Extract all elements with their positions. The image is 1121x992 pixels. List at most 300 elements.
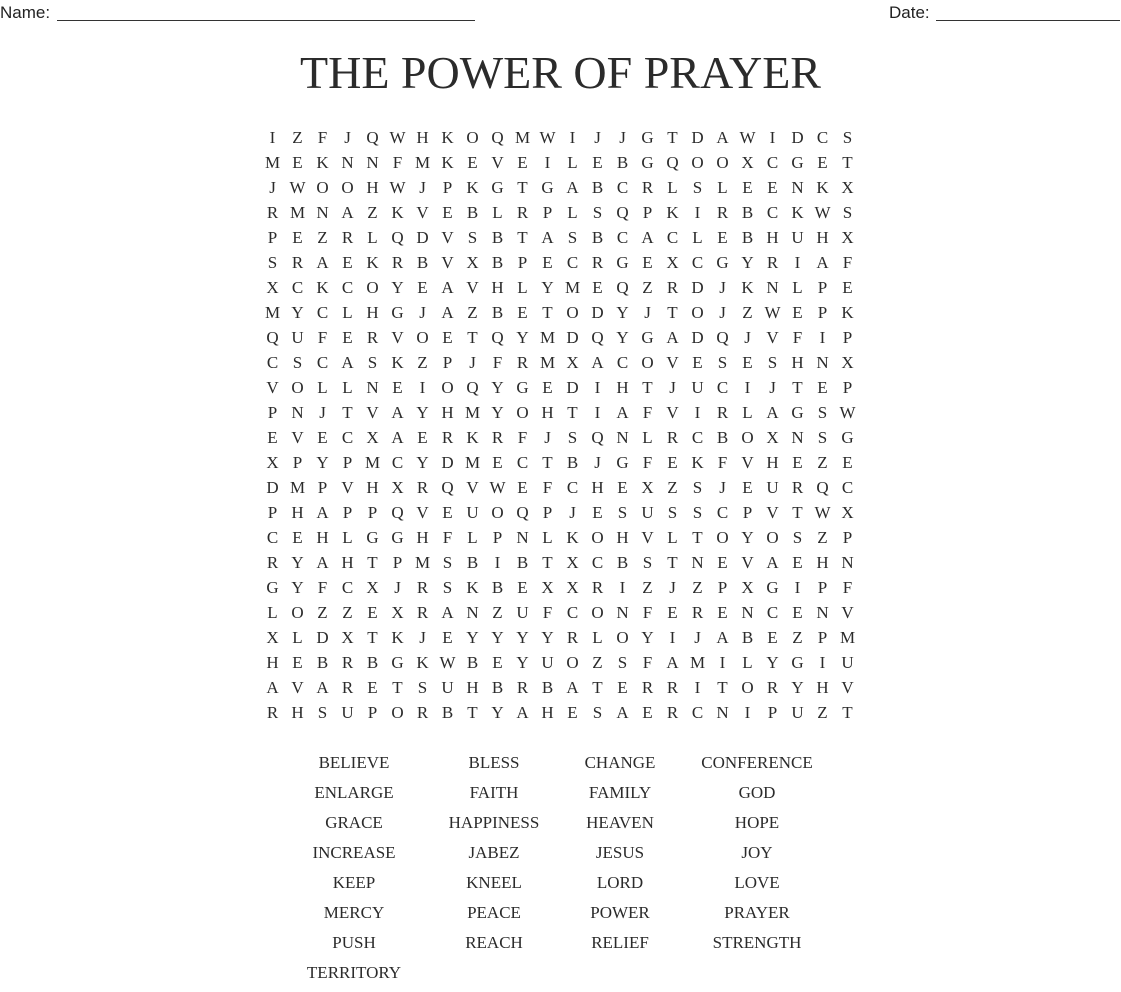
grid-letter[interactable]: Y: [541, 278, 554, 297]
grid-letter[interactable]: Y: [291, 553, 304, 572]
grid-letter[interactable]: X: [841, 178, 854, 197]
date-field-line[interactable]: [936, 20, 1120, 21]
grid-letter[interactable]: O: [641, 353, 654, 372]
grid-letter[interactable]: S: [842, 128, 853, 147]
grid-letter[interactable]: P: [767, 703, 778, 722]
grid-letter[interactable]: Q: [466, 378, 479, 397]
grid-letter[interactable]: O: [691, 153, 704, 172]
grid-letter[interactable]: R: [441, 428, 454, 447]
grid-letter[interactable]: Z: [317, 603, 328, 622]
grid-letter[interactable]: G: [516, 378, 529, 397]
grid-letter[interactable]: E: [742, 478, 753, 497]
grid-letter[interactable]: E: [617, 478, 628, 497]
grid-letter[interactable]: L: [517, 278, 528, 297]
grid-letter[interactable]: X: [341, 628, 354, 647]
grid-letter[interactable]: Y: [391, 278, 404, 297]
grid-letter[interactable]: Q: [516, 503, 529, 522]
grid-letter[interactable]: N: [816, 603, 829, 622]
grid-letter[interactable]: T: [842, 153, 853, 172]
grid-letter[interactable]: D: [566, 328, 579, 347]
grid-letter[interactable]: R: [366, 328, 379, 347]
grid-letter[interactable]: Z: [417, 353, 428, 372]
grid-letter[interactable]: X: [566, 578, 579, 597]
grid-letter[interactable]: Q: [591, 328, 604, 347]
grid-letter[interactable]: M: [364, 453, 381, 472]
grid-letter[interactable]: L: [342, 303, 353, 322]
grid-letter[interactable]: E: [442, 503, 453, 522]
grid-letter[interactable]: M: [514, 128, 531, 147]
grid-letter[interactable]: E: [717, 603, 728, 622]
grid-letter[interactable]: O: [391, 703, 404, 722]
grid-letter[interactable]: P: [642, 203, 653, 222]
grid-letter[interactable]: L: [592, 628, 603, 647]
grid-letter[interactable]: Z: [742, 303, 753, 322]
grid-letter[interactable]: J: [419, 178, 426, 197]
grid-letter[interactable]: I: [794, 253, 801, 272]
grid-letter[interactable]: V: [341, 478, 354, 497]
grid-letter[interactable]: B: [491, 578, 504, 597]
grid-letter[interactable]: F: [542, 478, 553, 497]
grid-letter[interactable]: U: [641, 503, 654, 522]
grid-letter[interactable]: A: [541, 228, 554, 247]
grid-letter[interactable]: Q: [616, 203, 629, 222]
grid-letter[interactable]: X: [566, 553, 579, 572]
grid-letter[interactable]: D: [591, 303, 604, 322]
grid-letter[interactable]: R: [291, 253, 304, 272]
grid-letter[interactable]: K: [441, 153, 454, 172]
grid-letter[interactable]: E: [642, 253, 653, 272]
grid-letter[interactable]: H: [366, 178, 379, 197]
grid-letter[interactable]: S: [367, 353, 378, 372]
grid-letter[interactable]: V: [466, 478, 479, 497]
grid-letter[interactable]: P: [342, 503, 353, 522]
grid-letter[interactable]: G: [641, 328, 654, 347]
grid-letter[interactable]: C: [516, 453, 529, 472]
grid-letter[interactable]: V: [441, 253, 454, 272]
grid-letter[interactable]: S: [567, 228, 578, 247]
grid-letter[interactable]: Z: [467, 303, 478, 322]
grid-letter[interactable]: K: [416, 653, 429, 672]
grid-letter[interactable]: P: [267, 403, 278, 422]
grid-letter[interactable]: K: [391, 628, 404, 647]
grid-letter[interactable]: L: [267, 603, 278, 622]
grid-letter[interactable]: S: [642, 553, 653, 572]
grid-letter[interactable]: G: [716, 253, 729, 272]
grid-letter[interactable]: T: [517, 178, 528, 197]
grid-letter[interactable]: E: [342, 328, 353, 347]
grid-letter[interactable]: H: [491, 278, 504, 297]
grid-letter[interactable]: A: [516, 703, 529, 722]
grid-letter[interactable]: Z: [492, 603, 503, 622]
grid-letter[interactable]: C: [716, 378, 729, 397]
grid-letter[interactable]: E: [292, 653, 303, 672]
grid-letter[interactable]: A: [266, 678, 279, 697]
grid-letter[interactable]: A: [441, 278, 454, 297]
grid-letter[interactable]: U: [441, 678, 454, 697]
grid-letter[interactable]: C: [816, 128, 829, 147]
grid-letter[interactable]: L: [742, 653, 753, 672]
grid-letter[interactable]: F: [642, 453, 653, 472]
grid-letter[interactable]: C: [266, 528, 279, 547]
grid-letter[interactable]: Q: [391, 503, 404, 522]
grid-letter[interactable]: X: [391, 478, 404, 497]
grid-letter[interactable]: U: [466, 503, 479, 522]
grid-letter[interactable]: E: [592, 503, 603, 522]
grid-letter[interactable]: K: [466, 578, 479, 597]
grid-letter[interactable]: B: [491, 253, 504, 272]
grid-letter[interactable]: J: [619, 128, 626, 147]
grid-letter[interactable]: N: [741, 603, 754, 622]
grid-letter[interactable]: L: [717, 178, 728, 197]
grid-letter[interactable]: Q: [491, 128, 504, 147]
grid-letter[interactable]: T: [667, 553, 678, 572]
grid-letter[interactable]: L: [667, 528, 678, 547]
grid-letter[interactable]: G: [391, 653, 404, 672]
grid-letter[interactable]: P: [542, 503, 553, 522]
grid-letter[interactable]: I: [569, 128, 576, 147]
grid-letter[interactable]: U: [841, 653, 854, 672]
grid-letter[interactable]: O: [766, 528, 779, 547]
grid-letter[interactable]: R: [591, 578, 604, 597]
grid-letter[interactable]: E: [792, 303, 803, 322]
grid-letter[interactable]: A: [316, 503, 329, 522]
grid-letter[interactable]: B: [466, 553, 479, 572]
grid-letter[interactable]: V: [441, 228, 454, 247]
grid-letter[interactable]: Q: [441, 478, 454, 497]
grid-letter[interactable]: R: [666, 278, 679, 297]
grid-letter[interactable]: S: [467, 228, 478, 247]
grid-letter[interactable]: N: [291, 403, 304, 422]
grid-letter[interactable]: E: [567, 703, 578, 722]
grid-letter[interactable]: M: [464, 453, 481, 472]
grid-letter[interactable]: S: [692, 178, 703, 197]
grid-letter[interactable]: S: [842, 203, 853, 222]
grid-letter[interactable]: H: [541, 703, 554, 722]
grid-letter[interactable]: I: [794, 578, 801, 597]
grid-letter[interactable]: K: [691, 453, 704, 472]
grid-letter[interactable]: K: [391, 353, 404, 372]
grid-letter[interactable]: O: [566, 653, 579, 672]
grid-letter[interactable]: E: [542, 378, 553, 397]
grid-letter[interactable]: I: [694, 403, 701, 422]
grid-letter[interactable]: E: [442, 203, 453, 222]
grid-letter[interactable]: U: [791, 703, 804, 722]
grid-letter[interactable]: J: [644, 303, 651, 322]
grid-letter[interactable]: W: [814, 203, 831, 222]
grid-letter[interactable]: R: [516, 678, 529, 697]
grid-letter[interactable]: L: [642, 428, 653, 447]
grid-letter[interactable]: C: [266, 353, 279, 372]
grid-letter[interactable]: E: [717, 228, 728, 247]
grid-letter[interactable]: Y: [741, 528, 754, 547]
grid-letter[interactable]: Y: [416, 453, 429, 472]
grid-letter[interactable]: Y: [291, 303, 304, 322]
grid-letter[interactable]: A: [666, 653, 679, 672]
grid-letter[interactable]: D: [691, 278, 704, 297]
grid-letter[interactable]: Y: [491, 628, 504, 647]
grid-letter[interactable]: V: [366, 403, 379, 422]
grid-letter[interactable]: M: [464, 403, 481, 422]
grid-letter[interactable]: A: [566, 178, 579, 197]
grid-letter[interactable]: P: [717, 578, 728, 597]
grid-letter[interactable]: A: [816, 253, 829, 272]
grid-letter[interactable]: E: [492, 453, 503, 472]
grid-letter[interactable]: H: [816, 678, 829, 697]
grid-letter[interactable]: E: [442, 628, 453, 647]
grid-letter[interactable]: W: [739, 128, 756, 147]
grid-letter[interactable]: N: [616, 428, 629, 447]
grid-letter[interactable]: D: [316, 628, 329, 647]
grid-letter[interactable]: Q: [716, 328, 729, 347]
grid-letter[interactable]: D: [266, 478, 279, 497]
grid-letter[interactable]: T: [342, 403, 353, 422]
grid-letter[interactable]: E: [392, 378, 403, 397]
grid-letter[interactable]: E: [542, 253, 553, 272]
grid-letter[interactable]: U: [341, 703, 354, 722]
grid-letter[interactable]: G: [391, 303, 404, 322]
grid-letter[interactable]: E: [442, 328, 453, 347]
grid-letter[interactable]: E: [592, 278, 603, 297]
grid-letter[interactable]: S: [292, 353, 303, 372]
grid-letter[interactable]: T: [392, 678, 403, 697]
grid-letter[interactable]: J: [694, 628, 701, 647]
grid-letter[interactable]: S: [417, 678, 428, 697]
grid-letter[interactable]: H: [291, 703, 304, 722]
grid-letter[interactable]: V: [666, 353, 679, 372]
grid-letter[interactable]: R: [566, 628, 579, 647]
grid-letter[interactable]: C: [316, 303, 329, 322]
grid-letter[interactable]: G: [616, 253, 629, 272]
grid-letter[interactable]: F: [492, 353, 503, 372]
grid-letter[interactable]: P: [517, 253, 528, 272]
grid-letter[interactable]: E: [517, 578, 528, 597]
grid-letter[interactable]: W: [764, 303, 781, 322]
grid-letter[interactable]: X: [741, 153, 754, 172]
grid-letter[interactable]: V: [291, 678, 304, 697]
grid-letter[interactable]: C: [766, 603, 779, 622]
grid-letter[interactable]: W: [289, 178, 306, 197]
grid-letter[interactable]: E: [767, 628, 778, 647]
grid-letter[interactable]: C: [766, 203, 779, 222]
grid-letter[interactable]: V: [266, 378, 279, 397]
grid-letter[interactable]: F: [842, 578, 853, 597]
grid-letter[interactable]: M: [539, 353, 556, 372]
grid-letter[interactable]: Z: [817, 453, 828, 472]
grid-letter[interactable]: X: [466, 253, 479, 272]
grid-letter[interactable]: P: [342, 453, 353, 472]
grid-letter[interactable]: P: [842, 328, 853, 347]
grid-letter[interactable]: Z: [317, 228, 328, 247]
grid-letter[interactable]: R: [391, 253, 404, 272]
grid-letter[interactable]: V: [766, 328, 779, 347]
grid-letter[interactable]: R: [416, 578, 429, 597]
grid-letter[interactable]: X: [566, 353, 579, 372]
grid-letter[interactable]: C: [291, 278, 304, 297]
grid-letter[interactable]: G: [641, 128, 654, 147]
grid-letter[interactable]: F: [842, 253, 853, 272]
grid-letter[interactable]: V: [391, 328, 404, 347]
grid-letter[interactable]: R: [666, 678, 679, 697]
grid-letter[interactable]: Y: [791, 678, 804, 697]
grid-letter[interactable]: L: [367, 228, 378, 247]
grid-letter[interactable]: H: [291, 503, 304, 522]
grid-letter[interactable]: O: [741, 678, 754, 697]
grid-letter[interactable]: V: [666, 403, 679, 422]
grid-letter[interactable]: Y: [516, 628, 529, 647]
grid-letter[interactable]: E: [517, 303, 528, 322]
grid-letter[interactable]: H: [766, 453, 779, 472]
grid-letter[interactable]: K: [366, 253, 379, 272]
grid-letter[interactable]: L: [467, 528, 478, 547]
grid-letter[interactable]: S: [692, 503, 703, 522]
grid-letter[interactable]: L: [492, 203, 503, 222]
grid-letter[interactable]: O: [716, 528, 729, 547]
grid-letter[interactable]: Y: [491, 403, 504, 422]
grid-letter[interactable]: C: [716, 503, 729, 522]
grid-letter[interactable]: Z: [367, 203, 378, 222]
grid-letter[interactable]: E: [692, 353, 703, 372]
grid-letter[interactable]: S: [317, 703, 328, 722]
grid-letter[interactable]: Z: [642, 278, 653, 297]
grid-letter[interactable]: D: [416, 228, 429, 247]
grid-letter[interactable]: D: [691, 328, 704, 347]
grid-letter[interactable]: E: [267, 428, 278, 447]
grid-letter[interactable]: T: [717, 678, 728, 697]
grid-letter[interactable]: T: [792, 503, 803, 522]
grid-letter[interactable]: P: [292, 453, 303, 472]
grid-letter[interactable]: H: [791, 353, 804, 372]
grid-letter[interactable]: X: [666, 253, 679, 272]
grid-letter[interactable]: K: [391, 203, 404, 222]
grid-letter[interactable]: B: [466, 203, 479, 222]
grid-letter[interactable]: A: [641, 228, 654, 247]
grid-letter[interactable]: E: [817, 378, 828, 397]
grid-letter[interactable]: E: [617, 678, 628, 697]
grid-letter[interactable]: Y: [641, 628, 654, 647]
grid-letter[interactable]: O: [416, 328, 429, 347]
grid-letter[interactable]: F: [317, 128, 328, 147]
grid-letter[interactable]: Q: [391, 228, 404, 247]
grid-letter[interactable]: C: [391, 453, 404, 472]
grid-letter[interactable]: C: [341, 578, 354, 597]
grid-letter[interactable]: G: [841, 428, 854, 447]
grid-letter[interactable]: A: [766, 553, 779, 572]
grid-letter[interactable]: N: [366, 153, 379, 172]
grid-letter[interactable]: N: [791, 428, 804, 447]
grid-letter[interactable]: J: [594, 453, 601, 472]
grid-letter[interactable]: J: [594, 128, 601, 147]
grid-letter[interactable]: Y: [741, 253, 754, 272]
grid-letter[interactable]: A: [341, 203, 354, 222]
grid-letter[interactable]: I: [594, 403, 601, 422]
grid-letter[interactable]: O: [691, 303, 704, 322]
grid-letter[interactable]: F: [642, 603, 653, 622]
grid-letter[interactable]: O: [741, 428, 754, 447]
grid-letter[interactable]: D: [566, 378, 579, 397]
grid-letter[interactable]: C: [591, 553, 604, 572]
grid-letter[interactable]: J: [719, 303, 726, 322]
grid-letter[interactable]: R: [266, 203, 279, 222]
grid-letter[interactable]: I: [819, 653, 826, 672]
grid-letter[interactable]: J: [269, 178, 276, 197]
grid-letter[interactable]: S: [617, 653, 628, 672]
grid-letter[interactable]: W: [489, 478, 506, 497]
grid-letter[interactable]: H: [616, 528, 629, 547]
grid-letter[interactable]: X: [266, 278, 279, 297]
grid-letter[interactable]: P: [492, 528, 503, 547]
grid-letter[interactable]: W: [389, 128, 406, 147]
grid-letter[interactable]: L: [692, 228, 703, 247]
grid-letter[interactable]: V: [491, 153, 504, 172]
grid-letter[interactable]: U: [291, 328, 304, 347]
grid-letter[interactable]: B: [416, 253, 429, 272]
grid-letter[interactable]: H: [416, 528, 429, 547]
grid-letter[interactable]: A: [591, 353, 604, 372]
grid-letter[interactable]: W: [389, 178, 406, 197]
grid-letter[interactable]: H: [766, 228, 779, 247]
grid-letter[interactable]: A: [391, 428, 404, 447]
grid-letter[interactable]: I: [744, 378, 751, 397]
grid-letter[interactable]: Y: [616, 303, 629, 322]
grid-letter[interactable]: A: [716, 128, 729, 147]
grid-letter[interactable]: H: [816, 228, 829, 247]
grid-letter[interactable]: U: [691, 378, 704, 397]
grid-letter[interactable]: E: [342, 253, 353, 272]
grid-letter[interactable]: N: [841, 553, 854, 572]
grid-letter[interactable]: K: [841, 303, 854, 322]
grid-letter[interactable]: Y: [316, 453, 329, 472]
grid-letter[interactable]: C: [616, 353, 629, 372]
grid-letter[interactable]: R: [641, 178, 654, 197]
grid-letter[interactable]: R: [666, 428, 679, 447]
grid-letter[interactable]: O: [316, 178, 329, 197]
grid-letter[interactable]: J: [419, 303, 426, 322]
grid-letter[interactable]: Q: [266, 328, 279, 347]
grid-letter[interactable]: B: [741, 203, 754, 222]
grid-letter[interactable]: T: [467, 328, 478, 347]
grid-letter[interactable]: D: [441, 453, 454, 472]
grid-letter[interactable]: C: [691, 428, 704, 447]
grid-letter[interactable]: G: [791, 403, 804, 422]
grid-letter[interactable]: N: [616, 603, 629, 622]
grid-letter[interactable]: A: [616, 703, 629, 722]
grid-letter[interactable]: K: [791, 203, 804, 222]
grid-letter[interactable]: P: [842, 528, 853, 547]
grid-letter[interactable]: K: [741, 278, 754, 297]
grid-letter[interactable]: A: [616, 403, 629, 422]
grid-letter[interactable]: B: [366, 653, 379, 672]
grid-letter[interactable]: Z: [292, 128, 303, 147]
grid-letter[interactable]: A: [441, 603, 454, 622]
grid-letter[interactable]: T: [792, 378, 803, 397]
grid-letter[interactable]: E: [792, 453, 803, 472]
grid-letter[interactable]: P: [817, 578, 828, 597]
grid-letter[interactable]: L: [792, 278, 803, 297]
grid-letter[interactable]: R: [791, 478, 804, 497]
grid-letter[interactable]: T: [642, 378, 653, 397]
grid-letter[interactable]: H: [466, 678, 479, 697]
grid-letter[interactable]: K: [466, 178, 479, 197]
grid-letter[interactable]: E: [792, 553, 803, 572]
grid-letter[interactable]: E: [667, 603, 678, 622]
grid-letter[interactable]: V: [416, 203, 429, 222]
grid-letter[interactable]: N: [366, 378, 379, 397]
grid-letter[interactable]: U: [541, 653, 554, 672]
grid-letter[interactable]: Z: [817, 528, 828, 547]
grid-letter[interactable]: R: [666, 703, 679, 722]
grid-letter[interactable]: C: [666, 228, 679, 247]
grid-letter[interactable]: X: [366, 428, 379, 447]
